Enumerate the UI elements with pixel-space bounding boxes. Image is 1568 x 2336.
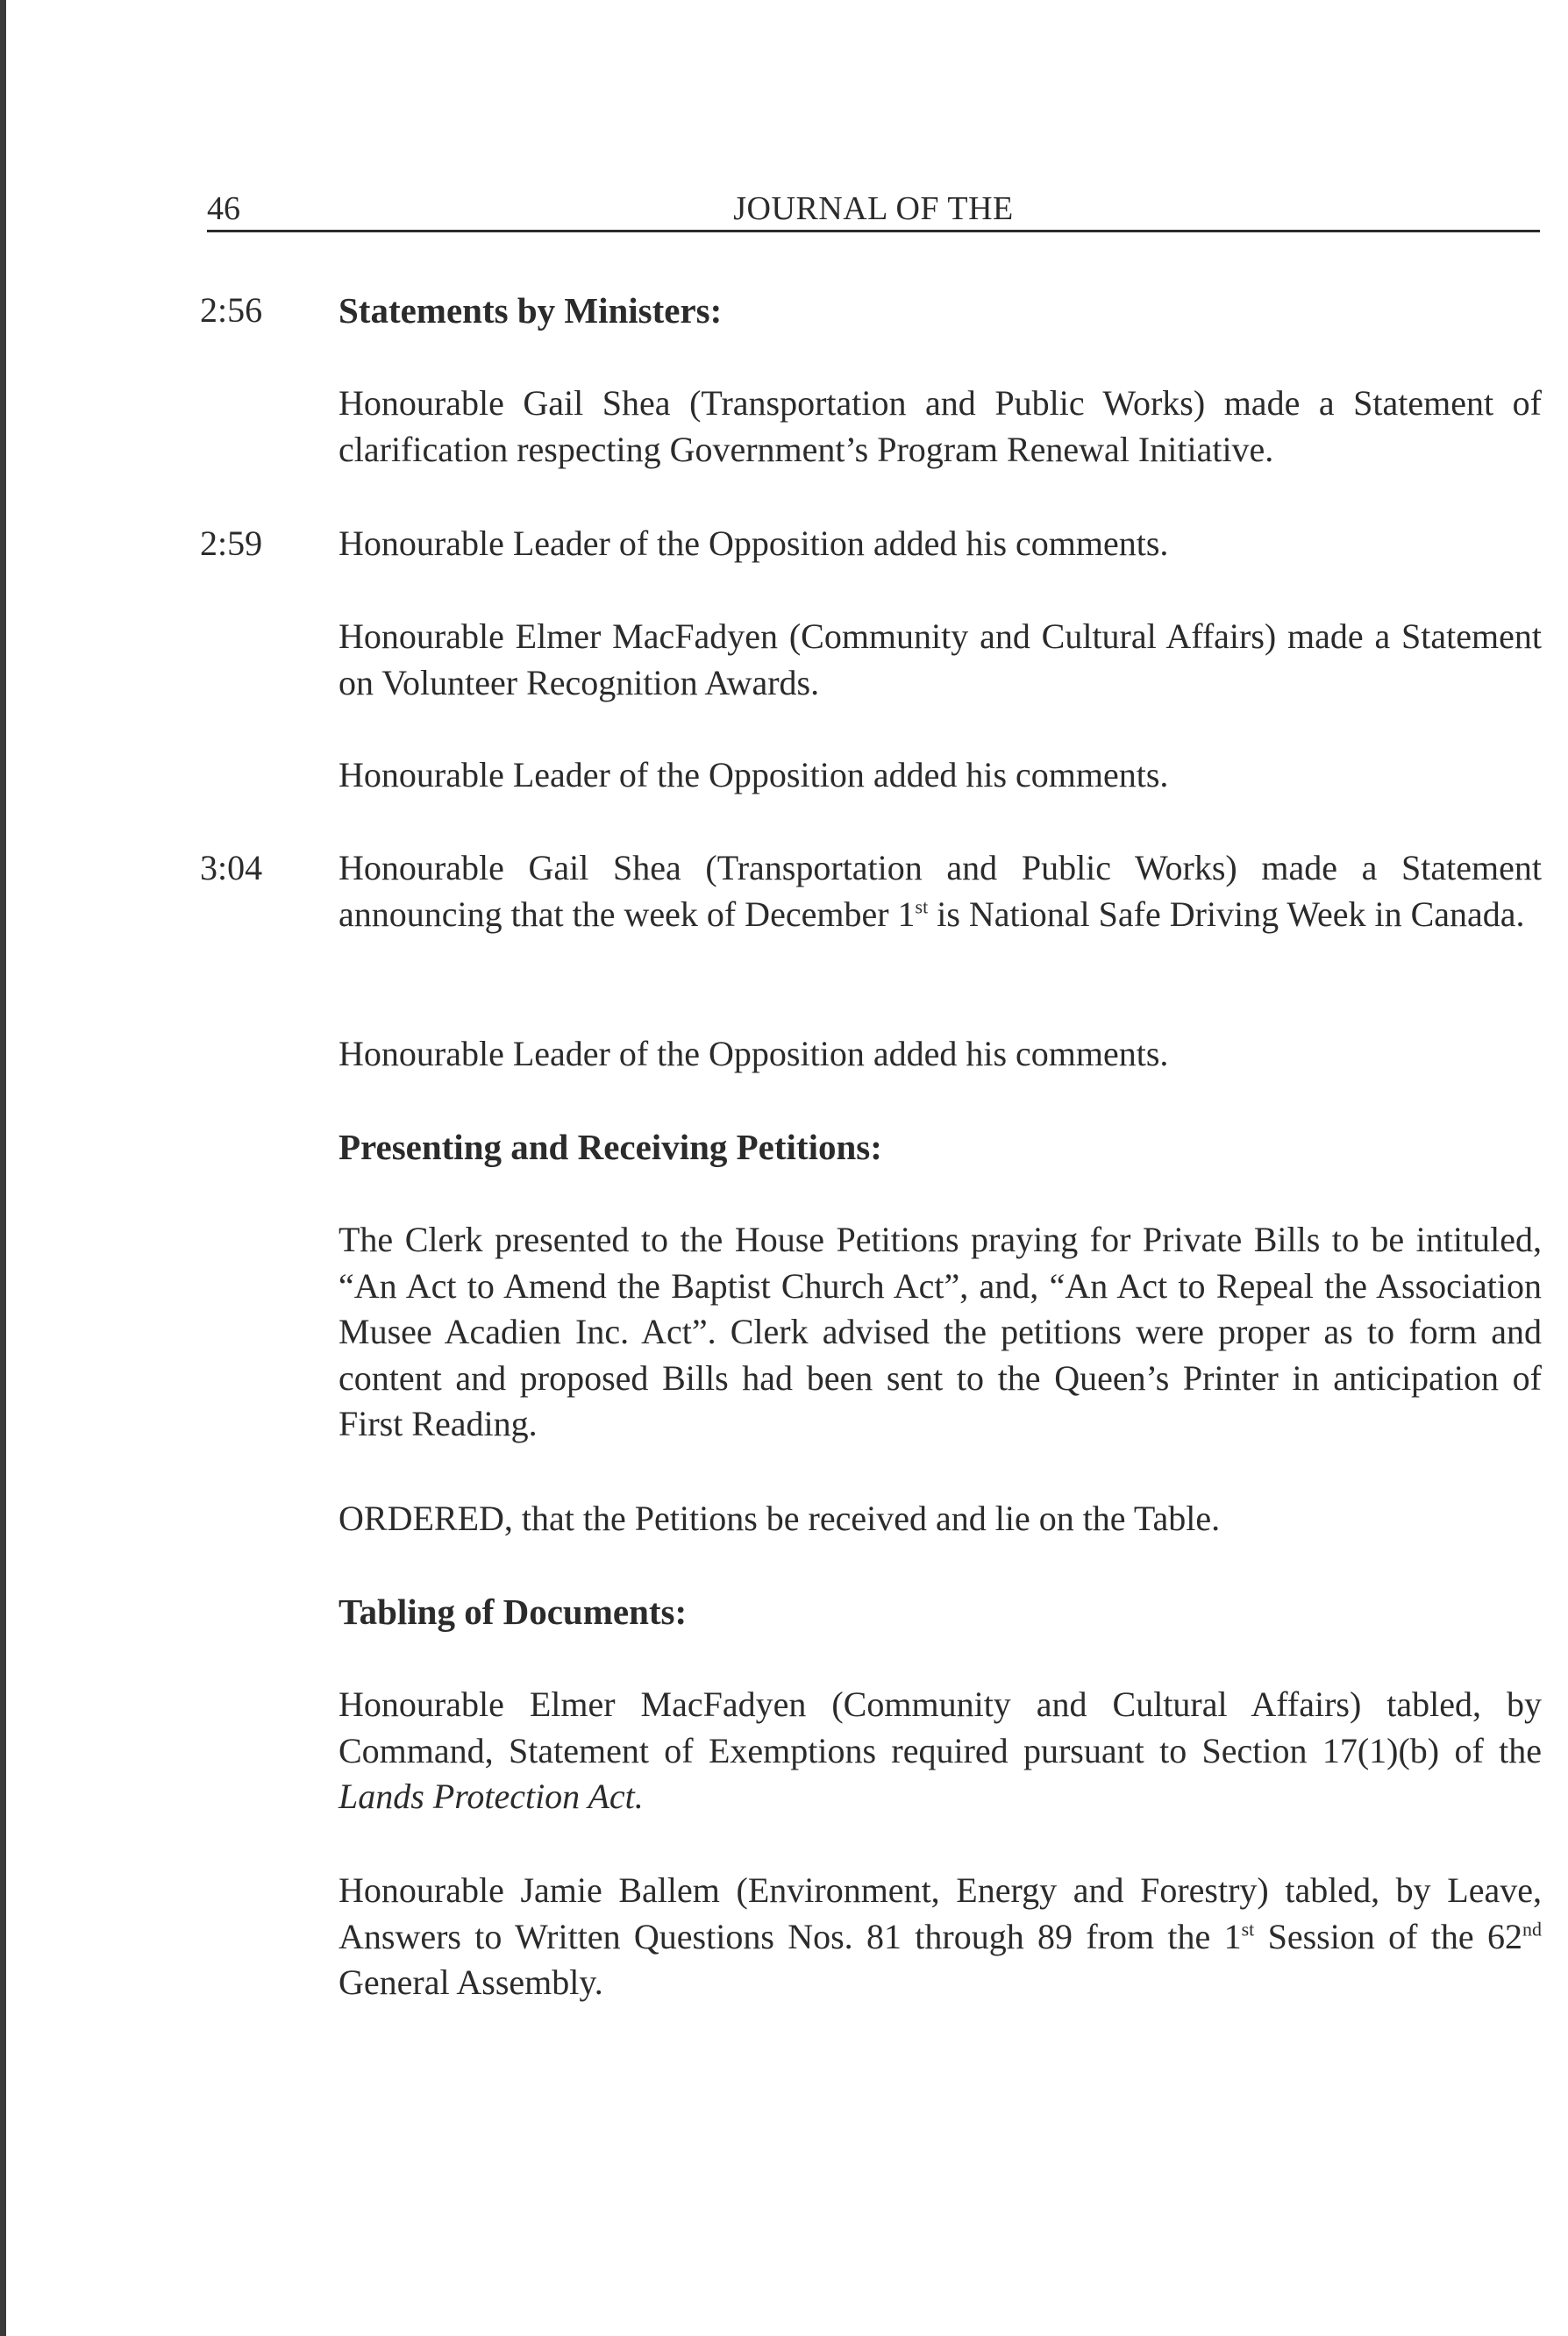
heading-presenting-receiving-petitions: Presenting and Receiving Petitions: — [339, 1127, 882, 1167]
text-segment: Honourable Gail Shea (Transportation and Public Works) made a Statement announcing that the week of December 1 — [339, 848, 1542, 934]
heading-tabling-of-documents: Tabling of Documents: — [339, 1592, 688, 1632]
act-title-italic: Lands Protection Act. — [339, 1777, 644, 1816]
superscript-nd: nd — [1522, 1918, 1542, 1941]
time-stamp-2-56: 2:56 — [200, 290, 263, 330]
superscript-st: st — [915, 895, 929, 918]
time-stamp-2-59: 2:59 — [200, 523, 263, 563]
text-segment: Honourable Jamie Ballem (Environment, Energy and Forestry) tabled, by Leave, Answers to Written Questions Nos. 81 through 89 from the 1 — [339, 1870, 1542, 1956]
page-header — [207, 186, 1540, 232]
paragraph-shea-clarification: Honourable Gail Shea (Transportation and Public Works) made a Statement of clarification respecting Government’s Program Renewal Initiative. — [339, 383, 1542, 469]
time-stamp-3-04: 3:04 — [200, 848, 263, 887]
text-segment: Honourable Elmer MacFadyen (Community and Cultural Affairs) tabled, by Command, Statement of Exemptions required pursuant to Section 17(1)(b) of the — [339, 1684, 1542, 1770]
paragraph-ballem-written-questions — [339, 1868, 1542, 2006]
scan-edge-border — [0, 0, 6, 2336]
paragraph-opposition-comments-2: Honourable Leader of the Opposition added his comments. — [339, 755, 1169, 794]
paragraph-ordered-petitions: ORDERED, that the Petitions be received and lie on the Table. — [339, 1499, 1221, 1538]
text-segment: Session of the 62 — [1254, 1916, 1522, 1956]
superscript-st: st — [1241, 1918, 1255, 1941]
paragraph-shea-safe-driving-week — [339, 845, 1542, 937]
paragraph-macfadyen-exemptions — [339, 1682, 1542, 1820]
paragraph-opposition-comments-3: Honourable Leader of the Opposition added his comments. — [339, 1034, 1169, 1073]
paragraph-opposition-comments-1: Honourable Leader of the Opposition added his comments. — [339, 523, 1169, 563]
text-segment: is National Safe Driving Week in Canada. — [928, 894, 1525, 934]
paragraph-clerk-petitions: The Clerk presented to the House Petitions praying for Private Bills to be intituled, “An Act to Amend the Baptist Church Act”, and, “An Act to Repeal the Association Musee Acadien Inc. Act”. Clerk advised the petitions were proper as to form and content and proposed Bills had been sent to the Queen’s Printer in anticipation of First Reading. — [339, 1220, 1542, 1443]
page-number: 46 — [207, 190, 240, 227]
heading-statements-by-ministers: Statements by Ministers: — [339, 290, 723, 331]
journal-title: JOURNAL OF THE — [733, 190, 1014, 227]
text-segment: General Assembly. — [339, 1962, 603, 2002]
paragraph-macfadyen-volunteer-awards: Honourable Elmer MacFadyen (Community and Cultural Affairs) made a Statement on Volunteer Recognition Awards. — [339, 616, 1542, 702]
